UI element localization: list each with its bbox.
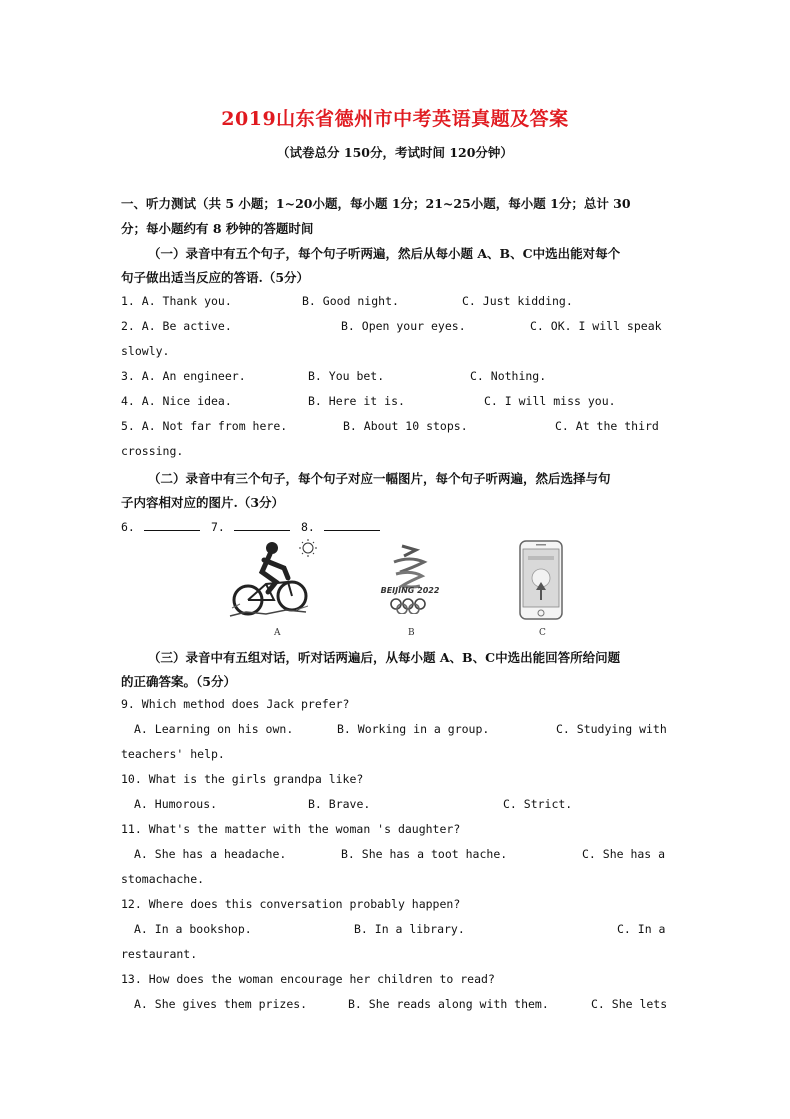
q9-question: 9. Which method does Jack prefer? [121,697,350,711]
q5-option-c: C. At the third [555,419,659,433]
page-subtitle: （试卷总分 150分，考试时间 120分钟） [277,145,513,160]
q12-question: 12. Where does this conversation probably happen? [121,897,461,911]
q13-option-b: B. She reads along with them. [348,997,549,1011]
q13-option-a: A. She gives them prizes. [134,997,308,1011]
part3-intro: （三）录音中有五组对话，听对话两遍后，从每小题 A、B、C中选出能回答所给问题 [148,650,621,665]
q10-option-c: C. Strict. [503,797,573,811]
q1-option-b: B. Good night. [302,294,399,308]
q10-option-b: B. Brave. [308,797,371,811]
picture-a-label: A [274,628,281,638]
answer-blank [144,519,200,531]
picture-b-label: B [408,628,415,638]
q13-question: 13. How does the woman encourage her children to read? [121,972,495,986]
q4-option-c: C. I will miss you. [484,394,616,408]
q3-option-c: C. Nothing. [470,369,547,383]
picture-c-label: C [539,628,546,638]
q11-option-a: A. She has a headache. [134,847,287,861]
q2-option-b: B. Open your eyes. [341,319,466,333]
q3-option-b: B. You bet. [308,369,385,383]
section-heading: 一、听力测试（共 5 小题；1~20小题，每小题 1分；21~25小题，每小题 1分；总计 30 [121,196,631,211]
q3-option-a: 3. A. An engineer. [121,369,246,383]
q5-option-c-cont: crossing. [121,444,184,458]
part2-intro: （二）录音中有三个句子，每个句子对应一幅图片，每个句子听两遍，然后选择与句 [148,471,611,486]
page-title: 2019山东省德州市中考英语真题及答案 [221,108,569,130]
beijing-2022-logo [372,542,448,614]
q11-option-c: C. She has a [582,847,666,861]
logo-text: BEIJING 2022 [380,586,440,595]
blank-q6: 6. [121,519,200,534]
q2-option-c-cont: slowly. [121,344,170,358]
q9-option-c-cont: teachers' help. [121,747,225,761]
q9-option-a: A. Learning on his own. [134,722,294,736]
section-heading-cont: 分；每小题约有 8 秒钟的答题时间 [121,221,314,236]
part1-intro-cont: 句子做出适当反应的答语.（5分） [121,270,310,285]
q5-option-b: B. About 10 stops. [343,419,468,433]
part1-intro: （一）录音中有五个句子，每个句子听两遍，然后从每小题 A、B、C中选出能对每个 [148,246,621,261]
blank-q8: 8. [301,519,380,534]
q11-option-c-cont: stomachache. [121,872,205,886]
answer-blank [324,519,380,531]
q1-option-a: 1. A. Thank you. [121,294,232,308]
q2-option-c: C. OK. I will speak [530,319,662,333]
q9-option-c: C. Studying with [556,722,667,736]
q10-question: 10. What is the girls grandpa like? [121,772,364,786]
q1-option-c: C. Just kidding. [462,294,573,308]
q13-option-c: C. She lets [591,997,668,1011]
q11-question: 11. What's the matter with the woman 's daughter? [121,822,461,836]
blank-q7: 7. [211,519,290,534]
part2-intro-cont: 子内容相对应的图片.（3分） [121,495,285,510]
q11-option-b: B. She has a toot hache. [341,847,508,861]
q9-option-b: B. Working in a group. [337,722,490,736]
q12-option-c: C. In a [617,922,666,936]
cyclist-icon [226,538,322,622]
q12-option-a: A. In a bookshop. [134,922,252,936]
q12-option-c-cont: restaurant. [121,947,198,961]
q12-option-b: B. In a library. [354,922,465,936]
smartphone-icon [518,540,564,620]
answer-blank [234,519,290,531]
q10-option-a: A. Humorous. [134,797,218,811]
part3-intro-cont: 的正确答案。（5分） [121,674,236,689]
q5-option-a: 5. A. Not far from here. [121,419,288,433]
q2-option-a: 2. A. Be active. [121,319,232,333]
q4-option-b: B. Here it is. [308,394,405,408]
q4-option-a: 4. A. Nice idea. [121,394,232,408]
